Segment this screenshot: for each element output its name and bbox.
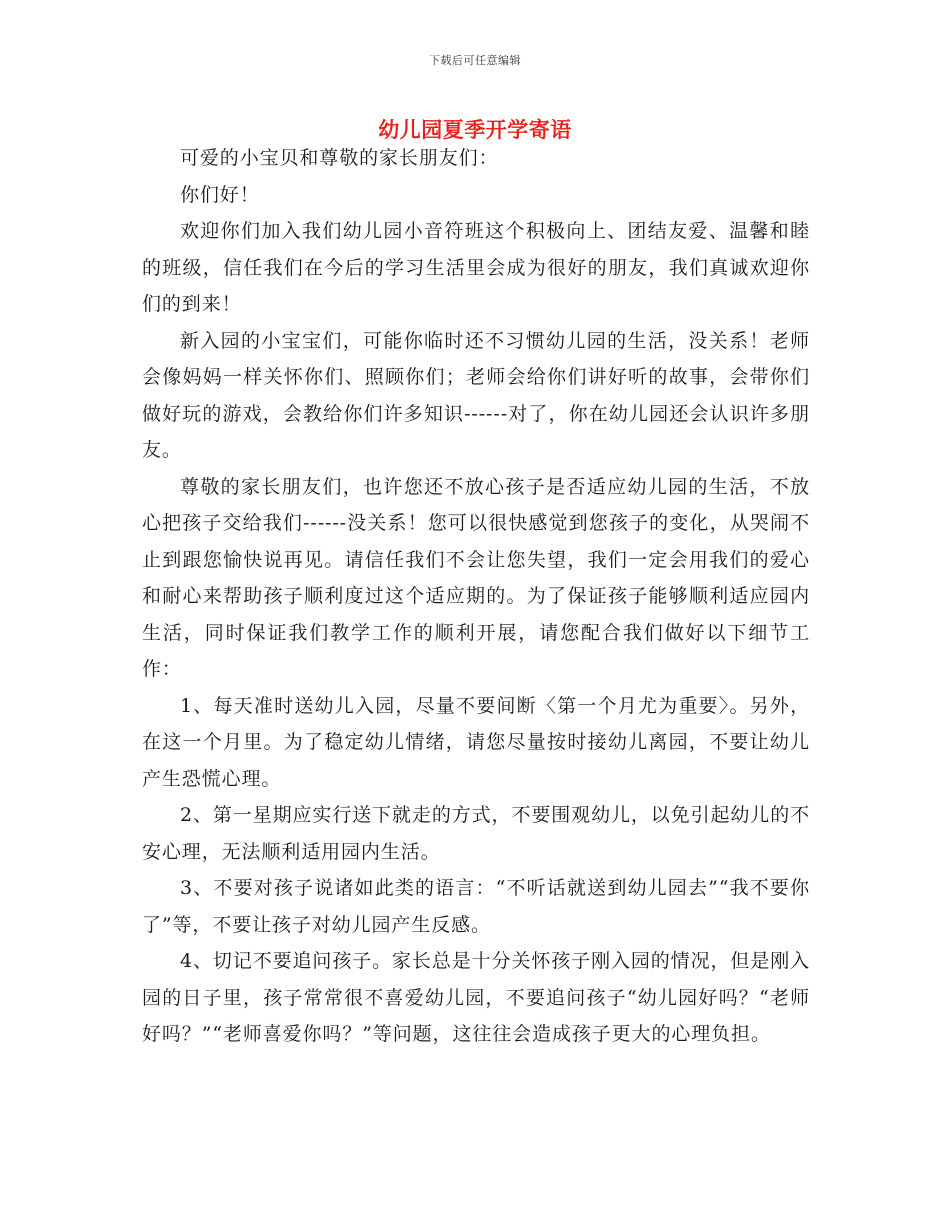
parents-paragraph: 尊敬的家长朋友们，也许您还不放心孩子是否适应幼儿园的生活，不放心把孩子交给我们------没关系！您可以很快感觉到您孩子的变化，从哭闹不止到跟您愉快说再见。请信任我们不会让您失望，我们一定会用我们的爱心和耐心来帮助孩子顺利度过这个适应期的。为了保证孩子能够顺利适应园内生活，同时保证我们教学工作的顺利开展，请您配合我们做好以下细节工作：	[142, 475, 810, 680]
children-paragraph: 新入园的小宝宝们，可能你临时还不习惯幼儿园的生活，没关系！老师会像妈妈一样关怀你们、照顾你们；老师会给你们讲好听的故事，会带你们做好玩的游戏，会教给你们许多知识------对了，你在幼儿园还会认识许多朋友。	[142, 329, 810, 461]
welcome-paragraph: 欢迎你们加入我们幼儿园小音符班这个积极向上、团结友爱、温馨和睦的班级，信任我们在今后的学习生活里会成为很好的朋友，我们真诚欢迎你们的到来！	[142, 220, 810, 315]
tip-item-4: 4、切记不要追问孩子。家长总是十分关怀孩子刚入园的情况，但是刚入园的日子里，孩子常常很不喜爱幼儿园，不要追问孩子“幼儿园好吗？“老师好吗？”“老师喜爱你吗？”等问题，这往往会造成孩子更大的心理负担。	[142, 950, 810, 1045]
salutation-line: 你们好！	[180, 183, 260, 206]
tip-item-2: 2、第一星期应实行送下就走的方式，不要围观幼儿，以免引起幼儿的不安心理，无法顺利适用园内生活。	[142, 804, 810, 863]
download-note: 下载后可任意编辑	[429, 54, 521, 67]
tip-item-3: 3、不要对孩子说诸如此类的语言：“不听话就送到幼儿园去”“我不要你了”等，不要让孩子对幼儿园产生反感。	[142, 877, 810, 936]
tip-item-1: 1、每天准时送幼儿入园，尽量不要间断〈第一个月尤为重要〉。另外，在这一个月里。为了稳定幼儿情绪，请您尽量按时接幼儿离园，不要让幼儿产生恐慌心理。	[142, 694, 810, 790]
document-title: 幼儿园夏季开学寄语	[378, 118, 572, 142]
document-body	[142, 140, 810, 1053]
greeting-line: 可爱的小宝贝和尊敬的家长朋友们：	[180, 147, 499, 169]
